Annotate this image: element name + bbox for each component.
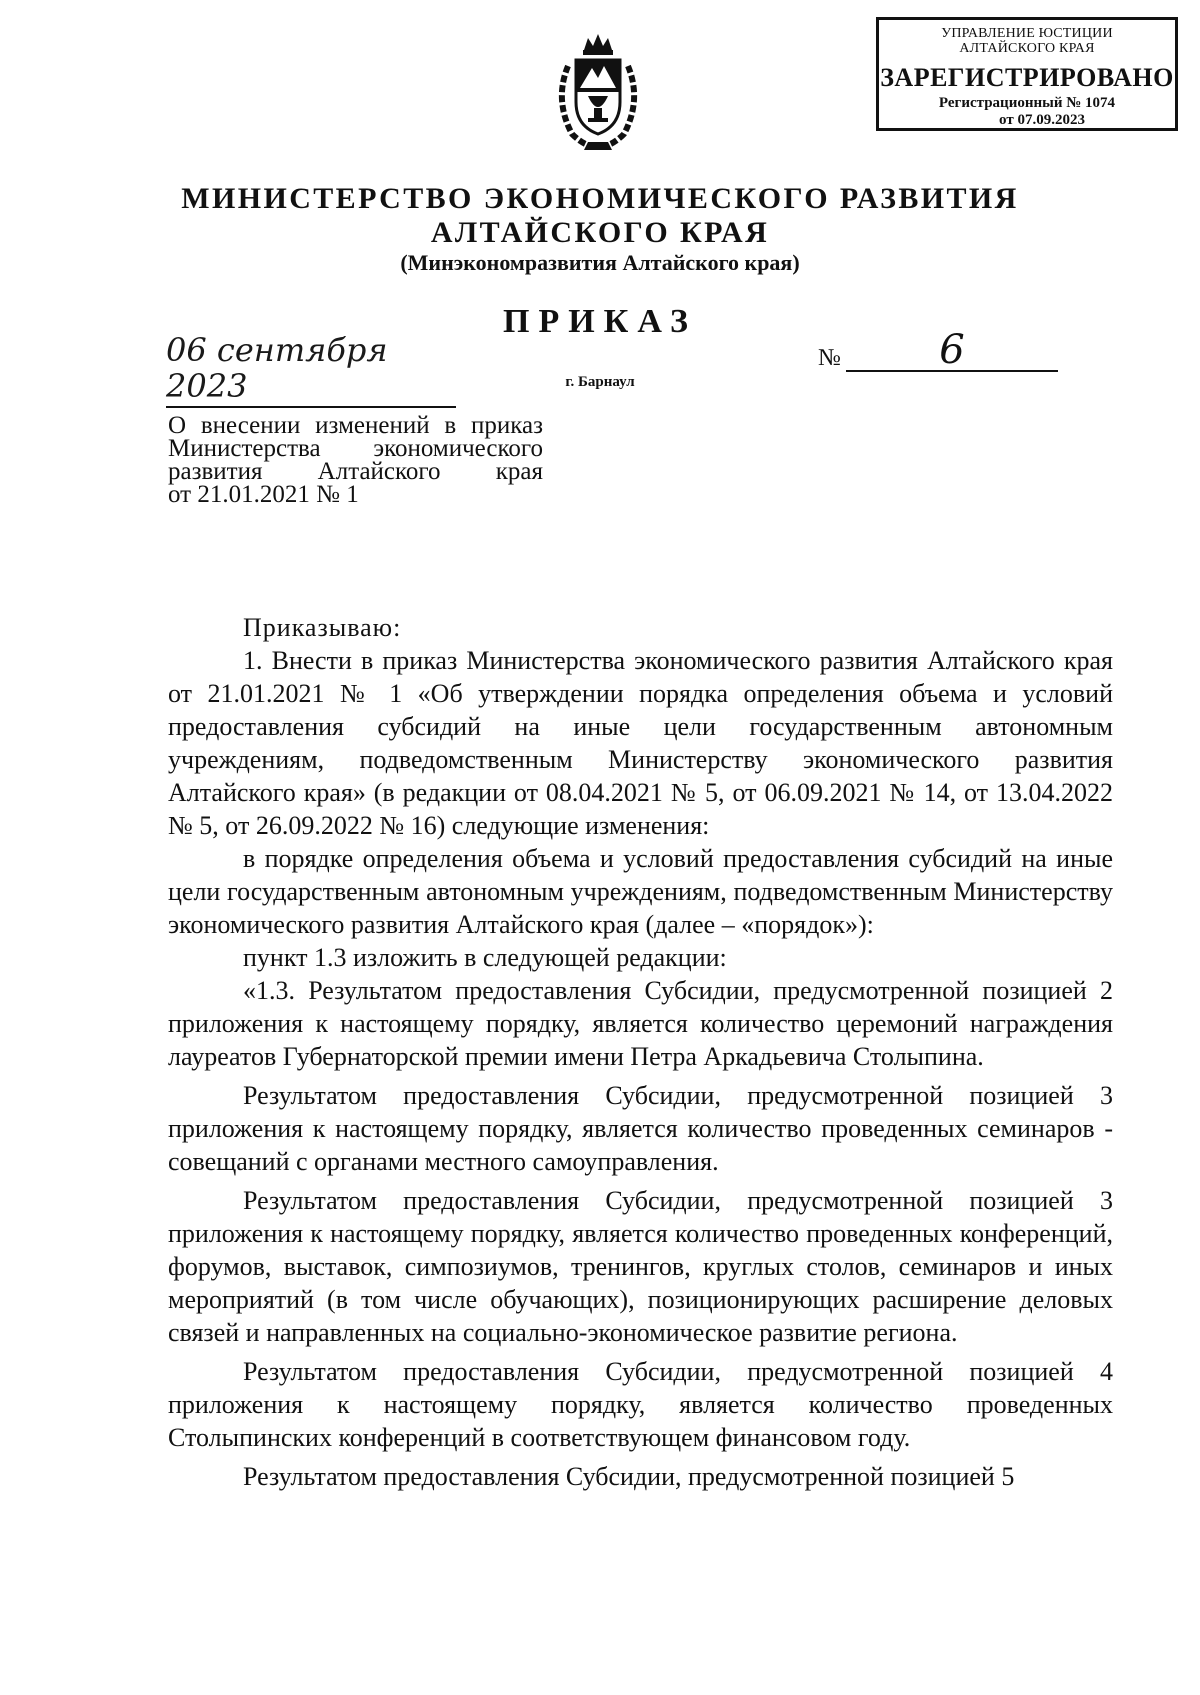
ministry-name-line: МИНИСТЕРСТВО ЭКОНОМИЧЕСКОГО РАЗВИТИЯ: [181, 182, 1019, 215]
stamp-status: ЗАРЕГИСТРИРОВАНО: [880, 63, 1174, 92]
order-word: Приказываю:: [243, 613, 402, 642]
city: г. Барнаул: [565, 374, 635, 390]
order-body: [168, 611, 1113, 1493]
body-paragraph: Результатом предоставления Субсидии, предусмотренной позицией 4 приложения к настоящему порядку, является количество проведенных Столыпинских конференций в соответствующем финансовом году.: [168, 1357, 1113, 1452]
stamp-registration-number: Регистрационный № 1074: [938, 95, 1116, 111]
body-paragraph: 1. Внести в приказ Министерства экономического развития Алтайского края от 21.01.2021 № 1 «Об утверждении порядка определения объема и условий предоставления субсидий на иные цели государственным автономным учреждениям, подведомственным Министерству экономического развития Алтайского края» (в редакции от 08.04.2021 № 5, от 06.09.2021 № 14, от 13.04.2022 № 5, от 26.09.2022 № 16) следующие изменения:: [168, 646, 1113, 840]
body-paragraph: пункт 1.3 изложить в следующей редакции:: [243, 943, 727, 972]
subject-line: О внесении изменений в приказ: [168, 412, 543, 439]
body-paragraph: Результатом предоставления Субсидии, предусмотренной позицией 3 приложения к настоящему порядку, является количество проведенных конференций, форумов, выставок, симпозиумов, тренингов, круглых столов, семинаров и иных мероприятий (в том числе обучающих), позиционирующих расширение деловых связей и направленных на социально-экономическое развитие региона.: [168, 1186, 1113, 1347]
order-subject: [168, 414, 543, 506]
subject-line: развития Алтайского края: [168, 458, 543, 485]
ministry-name: [0, 182, 1200, 250]
subject-line: от 21.01.2021 № 1: [168, 481, 359, 508]
order-number-handwritten: 6: [846, 330, 1058, 372]
body-paragraph: «1.3. Результатом предоставления Субсидии, предусмотренной позицией 2 приложения к настоящему порядку, является количество церемоний награждения лауреатов Губернаторской премии имени Петра Аркадьевича Столыпина.: [168, 976, 1113, 1071]
registration-stamp: [876, 17, 1178, 131]
body-paragraph: Результатом предоставления Субсидии, предусмотренной позицией 3 приложения к настоящему порядку, является количество проведенных семинаров - совещаний с органами местного самоуправления.: [168, 1081, 1113, 1176]
ministry-name-line: АЛТАЙСКОГО КРАЯ: [430, 216, 770, 249]
stamp-date: от 07.09.2023: [999, 112, 1085, 128]
document-type: ПРИКАЗ: [503, 303, 697, 340]
subject-line: Министерства экономического: [168, 435, 543, 462]
stamp-department-line: АЛТАЙСКОГО КРАЯ: [959, 41, 1095, 56]
altai-krai-coat-of-arms-icon: [550, 30, 646, 154]
order-date-handwritten: 06 сентября 2023: [166, 332, 456, 408]
stamp-department-line: УПРАВЛЕНИЕ ЮСТИЦИИ: [941, 26, 1113, 41]
body-paragraph: в порядке определения объема и условий предоставления субсидий на иные цели государственным автономным учреждениям, подведомственным Министерству экономического развития Алтайского края (далее – «порядок»):: [168, 844, 1113, 939]
ministry-short-name: (Минэкономразвития Алтайского края): [400, 250, 800, 275]
body-paragraph: Результатом предоставления Субсидии, предусмотренной позицией 5: [243, 1462, 1015, 1491]
stamp-department: [879, 26, 1175, 56]
order-number-label: №: [818, 345, 841, 371]
